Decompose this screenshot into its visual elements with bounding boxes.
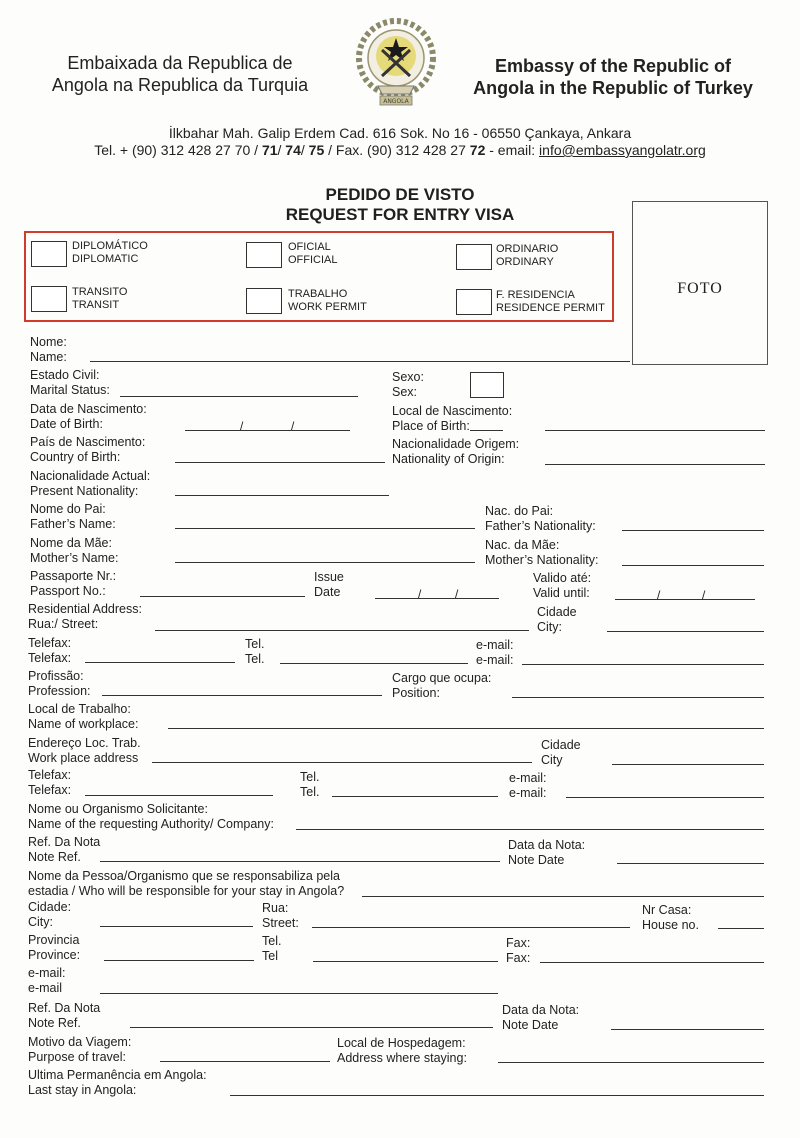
house-number-input-line[interactable] bbox=[718, 928, 764, 929]
issue-date-input-line[interactable] bbox=[375, 598, 499, 599]
place-of-birth-input-line[interactable] bbox=[545, 430, 765, 431]
label-en: Name of the requesting Authority/ Company: bbox=[28, 817, 274, 831]
embassy-name-en-line2: Angola in the Republic of Turkey bbox=[473, 78, 753, 98]
label-pt: Fax: bbox=[506, 936, 531, 950]
host-email-label bbox=[28, 966, 66, 996]
label-en: Mother’s Nationality: bbox=[485, 553, 599, 567]
visa-type-pt: DIPLOMÁTICO bbox=[72, 240, 148, 252]
workplace-city-input-line[interactable] bbox=[612, 764, 764, 765]
work-email-input-line[interactable] bbox=[566, 797, 764, 798]
label-en: Father’s Name: bbox=[30, 517, 116, 531]
label-pt: Endereço Loc. Trab. bbox=[28, 736, 141, 750]
checkbox-official[interactable] bbox=[246, 242, 282, 268]
marital-status-input-line[interactable] bbox=[120, 396, 358, 397]
label-en: Position: bbox=[392, 686, 440, 700]
workplace-label bbox=[28, 702, 138, 732]
label-en: Name of workplace: bbox=[28, 717, 139, 731]
telefax-input-line[interactable] bbox=[85, 662, 235, 663]
place-of-birth-short-line[interactable] bbox=[470, 430, 503, 431]
emblem-banner-text: ANGOLA bbox=[383, 98, 409, 105]
label-en: e-mail bbox=[28, 981, 63, 995]
host-email-input-line[interactable] bbox=[100, 993, 498, 994]
marital-status-label bbox=[30, 368, 110, 398]
host-tel-input-line[interactable] bbox=[313, 961, 498, 962]
label-pt: Ultima Permanência em Angola: bbox=[28, 1068, 207, 1082]
tel-input-line[interactable] bbox=[280, 663, 468, 664]
checkbox-transit[interactable] bbox=[31, 286, 67, 312]
visa-type-pt: ORDINARIO bbox=[496, 243, 559, 255]
label-en: Tel. bbox=[300, 785, 320, 799]
visa-type-en: DIPLOMATIC bbox=[72, 253, 139, 265]
label-en: Name: bbox=[30, 350, 67, 364]
host-fax-label bbox=[506, 936, 530, 966]
visa-type-pt: TRABALHO bbox=[288, 288, 348, 300]
position-label bbox=[392, 671, 491, 701]
label-en: Street: bbox=[262, 916, 299, 930]
label-pt: Data da Nota: bbox=[508, 838, 586, 852]
label-pt: Local de Trabalho: bbox=[28, 702, 131, 716]
checkbox-residence-permit[interactable] bbox=[456, 289, 492, 315]
tel-71: 71 bbox=[261, 142, 278, 158]
passport-number-label bbox=[30, 569, 116, 599]
residential-street-input-line[interactable] bbox=[155, 630, 529, 631]
form-title-en: REQUEST FOR ENTRY VISA bbox=[285, 205, 515, 224]
label-pt: Profissão: bbox=[28, 669, 84, 683]
label-pt: e-mail: bbox=[476, 638, 514, 652]
name-input-line[interactable] bbox=[90, 361, 630, 362]
visa-type-ordinary-label bbox=[496, 243, 558, 269]
label-pt: Passaporte Nr.: bbox=[30, 569, 117, 583]
label-en: Nationality of Origin: bbox=[392, 452, 505, 466]
embassy-address: İlkbahar Mah. Galip Erdem Cad. 616 Sok. No 16 - 06550 Çankaya, Ankara bbox=[168, 125, 632, 141]
label-en: House no. bbox=[642, 918, 699, 932]
label-en: e-mail: bbox=[509, 786, 547, 800]
workplace-address-label bbox=[28, 736, 141, 766]
embassy-name-en-line1: Embassy of the Republic of bbox=[494, 56, 732, 76]
work-telefax-label bbox=[28, 768, 71, 798]
workplace-city-label bbox=[541, 738, 581, 768]
embassy-name-pt bbox=[30, 52, 330, 96]
responsible-person-input-line[interactable] bbox=[362, 896, 764, 897]
label-en: Passport No.: bbox=[30, 584, 106, 598]
valid-until-input-line[interactable] bbox=[615, 599, 755, 600]
label-pt: e-mail: bbox=[509, 771, 547, 785]
label-en: City: bbox=[537, 620, 562, 634]
residential-city-label bbox=[537, 605, 577, 635]
visa-type-en: OFFICIAL bbox=[288, 254, 338, 266]
host-fax-input-line[interactable] bbox=[540, 962, 764, 963]
host-city-input-line[interactable] bbox=[100, 926, 253, 927]
sex-label bbox=[392, 370, 424, 400]
mother-nationality-input-line[interactable] bbox=[622, 565, 764, 566]
work-email-label bbox=[509, 771, 547, 801]
date-separator: / bbox=[240, 419, 244, 433]
father-nationality-label bbox=[485, 504, 596, 534]
country-of-birth-input-line[interactable] bbox=[175, 462, 385, 463]
label-pt: Nome da Mãe: bbox=[30, 536, 112, 550]
label-pt: Cidade bbox=[541, 738, 581, 752]
father-name-input-line[interactable] bbox=[175, 528, 475, 529]
visa-type-work-label bbox=[288, 288, 367, 314]
label-pt: e-mail: bbox=[28, 966, 66, 980]
label-pt: Telefax: bbox=[28, 768, 72, 782]
label-pt: Nacionalidade Actual: bbox=[30, 469, 151, 483]
label-en: City bbox=[541, 753, 563, 767]
label-en: Rua:/ Street: bbox=[28, 617, 99, 631]
embassy-name-pt-line1: Embaixada da Republica de bbox=[67, 53, 293, 73]
date-of-birth-input-line[interactable] bbox=[185, 430, 350, 431]
label-pt: Residential Address: bbox=[28, 602, 142, 616]
label-en: Telefax: bbox=[28, 651, 72, 665]
label-en: Note Ref. bbox=[28, 850, 81, 864]
label-pt: Rua: bbox=[262, 901, 289, 915]
visa-type-pt: F. RESIDENCIA bbox=[496, 289, 575, 301]
label-pt: Nome do Pai: bbox=[30, 502, 106, 516]
label-pt: Motivo da Viagem: bbox=[28, 1035, 132, 1049]
label-pt: Provincia bbox=[28, 933, 80, 947]
label-pt: Nacionalidade Origem: bbox=[392, 437, 520, 451]
father-nationality-input-line[interactable] bbox=[622, 530, 764, 531]
embassy-name-pt-line2: Angola na Republica da Turquia bbox=[51, 75, 309, 95]
label-pt: Cargo que ocupa: bbox=[392, 671, 492, 685]
label-pt: Nac. da Mãe: bbox=[485, 538, 560, 552]
label-en: Province: bbox=[28, 948, 81, 962]
label-pt: Local de Nascimento: bbox=[392, 404, 513, 418]
visa-type-transit-label bbox=[72, 286, 127, 312]
label-en: Valid until: bbox=[533, 586, 590, 600]
mother-name-label bbox=[30, 536, 118, 566]
label-pt: Tel. bbox=[262, 934, 282, 948]
label-pt: Nr Casa: bbox=[642, 903, 692, 917]
checkbox-ordinary[interactable] bbox=[456, 244, 492, 270]
label-en: Note Ref. bbox=[28, 1016, 81, 1030]
photo-label: FOTO bbox=[677, 280, 723, 297]
label-pt: Cidade: bbox=[28, 900, 72, 914]
label-pt: Nome: bbox=[30, 335, 67, 349]
date-separator: / bbox=[702, 588, 706, 602]
label-pt: Local de Hospedagem: bbox=[337, 1036, 466, 1050]
date-separator: / bbox=[291, 419, 295, 433]
passport-number-input-line[interactable] bbox=[140, 596, 305, 597]
email-prefix: - email: bbox=[489, 142, 536, 158]
visa-type-pt: OFICIAL bbox=[288, 241, 331, 253]
label-en: Address where staying: bbox=[337, 1051, 467, 1065]
telefax-label bbox=[28, 636, 71, 666]
label-en: Fax: bbox=[506, 951, 531, 965]
host-street-input-line[interactable] bbox=[312, 927, 630, 928]
angola-emblem bbox=[354, 14, 438, 110]
workplace-input-line[interactable] bbox=[168, 728, 764, 729]
visa-type-pt: TRANSITO bbox=[72, 286, 128, 298]
label-en: estadia / Who will be responsible for your stay in Angola? bbox=[28, 884, 345, 898]
note-date-2-label bbox=[502, 1003, 579, 1033]
label-en: Country of Birth: bbox=[30, 450, 121, 464]
label-pt: Tel. bbox=[300, 770, 320, 784]
label-en: Profession: bbox=[28, 684, 91, 698]
label-en: Date bbox=[314, 585, 341, 599]
note-ref-2-input-line[interactable] bbox=[130, 1027, 493, 1028]
label-pt: Nome da Pessoa/Organismo que se responsabiliza pela bbox=[28, 869, 340, 883]
issue-date-label bbox=[314, 570, 344, 600]
tel-label bbox=[245, 637, 264, 667]
label-pt: Ref. Da Nota bbox=[28, 1001, 101, 1015]
position-input-line[interactable] bbox=[512, 697, 764, 698]
label-pt: Valido até: bbox=[533, 571, 592, 585]
host-province-input-line[interactable] bbox=[104, 960, 254, 961]
work-telefax-input-line[interactable] bbox=[85, 795, 273, 796]
present-nationality-input-line[interactable] bbox=[175, 495, 389, 496]
label-en: Work place address bbox=[28, 751, 139, 765]
note-date-label bbox=[508, 838, 585, 868]
present-nationality-label bbox=[30, 469, 150, 499]
label-pt: Estado Civil: bbox=[30, 368, 100, 382]
tel-74: 74 bbox=[285, 142, 301, 158]
country-of-birth-label bbox=[30, 435, 145, 465]
work-tel-input-line[interactable] bbox=[332, 796, 498, 797]
label-pt: País de Nascimento: bbox=[30, 435, 146, 449]
label-pt: Issue bbox=[314, 570, 344, 584]
nationality-origin-label bbox=[392, 437, 519, 467]
label-pt: Tel. bbox=[245, 637, 265, 651]
profession-input-line[interactable] bbox=[102, 695, 382, 696]
label-en: Father’s Nationality: bbox=[485, 519, 596, 533]
label-pt: Cidade bbox=[537, 605, 577, 619]
embassy-contacts: Tel. + (90) 312 428 27 70 / 71/ 74/ 75 / Fax. (90) 312 428 27 72 - email: info@embassyangolatr.org bbox=[94, 142, 706, 158]
profession-label bbox=[28, 669, 91, 699]
address-staying-input-line[interactable] bbox=[498, 1062, 764, 1063]
date-of-birth-label bbox=[30, 402, 147, 432]
checkbox-diplomatic[interactable] bbox=[31, 241, 67, 267]
note-date-input-line[interactable] bbox=[617, 863, 764, 864]
label-en: City: bbox=[28, 915, 53, 929]
workplace-address-input-line[interactable] bbox=[152, 762, 532, 763]
note-ref-2-label bbox=[28, 1001, 100, 1031]
note-ref-input-line[interactable] bbox=[100, 861, 500, 862]
purpose-of-travel-input-line[interactable] bbox=[160, 1061, 330, 1062]
label-en: Place of Birth: bbox=[392, 419, 470, 433]
responsible-person-label bbox=[28, 869, 344, 899]
visa-type-official-label bbox=[288, 241, 338, 267]
label-pt: Telefax: bbox=[28, 636, 72, 650]
fax-text: / Fax. (90) 312 428 27 bbox=[328, 142, 466, 158]
requesting-authority-label bbox=[28, 802, 274, 832]
label-en: Present Nationality: bbox=[30, 484, 139, 498]
tel-75: 75 bbox=[308, 142, 325, 158]
nationality-origin-input-line[interactable] bbox=[545, 464, 765, 465]
embassy-name-en bbox=[458, 55, 768, 99]
visa-type-en: TRANSIT bbox=[72, 299, 120, 311]
visa-type-en: ORDINARY bbox=[496, 256, 554, 268]
label-en: Tel. bbox=[245, 652, 265, 666]
residential-address-label bbox=[28, 602, 142, 632]
label-en: Last stay in Angola: bbox=[28, 1083, 137, 1097]
label-en: Marital Status: bbox=[30, 383, 110, 397]
checkbox-work-permit[interactable] bbox=[246, 288, 282, 314]
label-pt: Sexo: bbox=[392, 370, 424, 384]
visa-type-diplomatic-label bbox=[72, 240, 148, 266]
form-title bbox=[240, 185, 560, 225]
fax-72: 72 bbox=[469, 142, 486, 158]
mother-nationality-label bbox=[485, 538, 598, 568]
address-staying-label bbox=[337, 1036, 467, 1066]
visa-type-residence-label bbox=[496, 289, 605, 315]
sex-input-box[interactable] bbox=[470, 372, 504, 398]
form-title-pt: PEDIDO DE VISTO bbox=[325, 185, 475, 204]
label-en: Tel bbox=[262, 949, 278, 963]
label-en: Date of Birth: bbox=[30, 417, 103, 431]
label-en: Mother’s Name: bbox=[30, 551, 119, 565]
requesting-authority-input-line[interactable] bbox=[296, 829, 764, 830]
label-en: Telefax: bbox=[28, 783, 72, 797]
host-city-label bbox=[28, 900, 71, 930]
note-ref-label bbox=[28, 835, 100, 865]
host-street-label bbox=[262, 901, 299, 931]
photo-box bbox=[632, 201, 768, 365]
email-label bbox=[476, 638, 514, 668]
mother-name-input-line[interactable] bbox=[175, 562, 475, 563]
name-label bbox=[30, 335, 67, 365]
father-name-label bbox=[30, 502, 116, 532]
date-separator: / bbox=[657, 588, 661, 602]
purpose-of-travel-label bbox=[28, 1035, 131, 1065]
visa-type-en: RESIDENCE PERMIT bbox=[496, 302, 605, 314]
date-separator: / bbox=[418, 587, 422, 601]
last-stay-label bbox=[28, 1068, 207, 1098]
label-pt: Data de Nascimento: bbox=[30, 402, 147, 416]
note-date-2-input-line[interactable] bbox=[611, 1029, 764, 1030]
host-tel-label bbox=[262, 934, 281, 964]
residential-city-input-line[interactable] bbox=[607, 631, 764, 632]
label-en: Sex: bbox=[392, 385, 418, 399]
label-pt: Nome ou Organismo Solicitante: bbox=[28, 802, 208, 816]
host-province-label bbox=[28, 933, 80, 963]
last-stay-input-line[interactable] bbox=[230, 1095, 764, 1096]
visa-type-en: WORK PERMIT bbox=[288, 301, 367, 313]
email-link[interactable]: info@embassyangolatr.org bbox=[539, 142, 706, 158]
label-en: Purpose of travel: bbox=[28, 1050, 126, 1064]
valid-until-label bbox=[533, 571, 591, 601]
tel-prefix: Tel. + (90) 312 428 27 70 / bbox=[94, 142, 259, 158]
work-tel-label bbox=[300, 770, 319, 800]
email-input-line[interactable] bbox=[522, 664, 764, 665]
label-pt: Nac. do Pai: bbox=[485, 504, 554, 518]
label-en: Note Date bbox=[502, 1018, 559, 1032]
label-en: Note Date bbox=[508, 853, 565, 867]
date-separator: / bbox=[455, 587, 459, 601]
label-en: e-mail: bbox=[476, 653, 514, 667]
label-pt: Data da Nota: bbox=[502, 1003, 580, 1017]
house-number-label bbox=[642, 903, 699, 933]
label-pt: Ref. Da Nota bbox=[28, 835, 101, 849]
